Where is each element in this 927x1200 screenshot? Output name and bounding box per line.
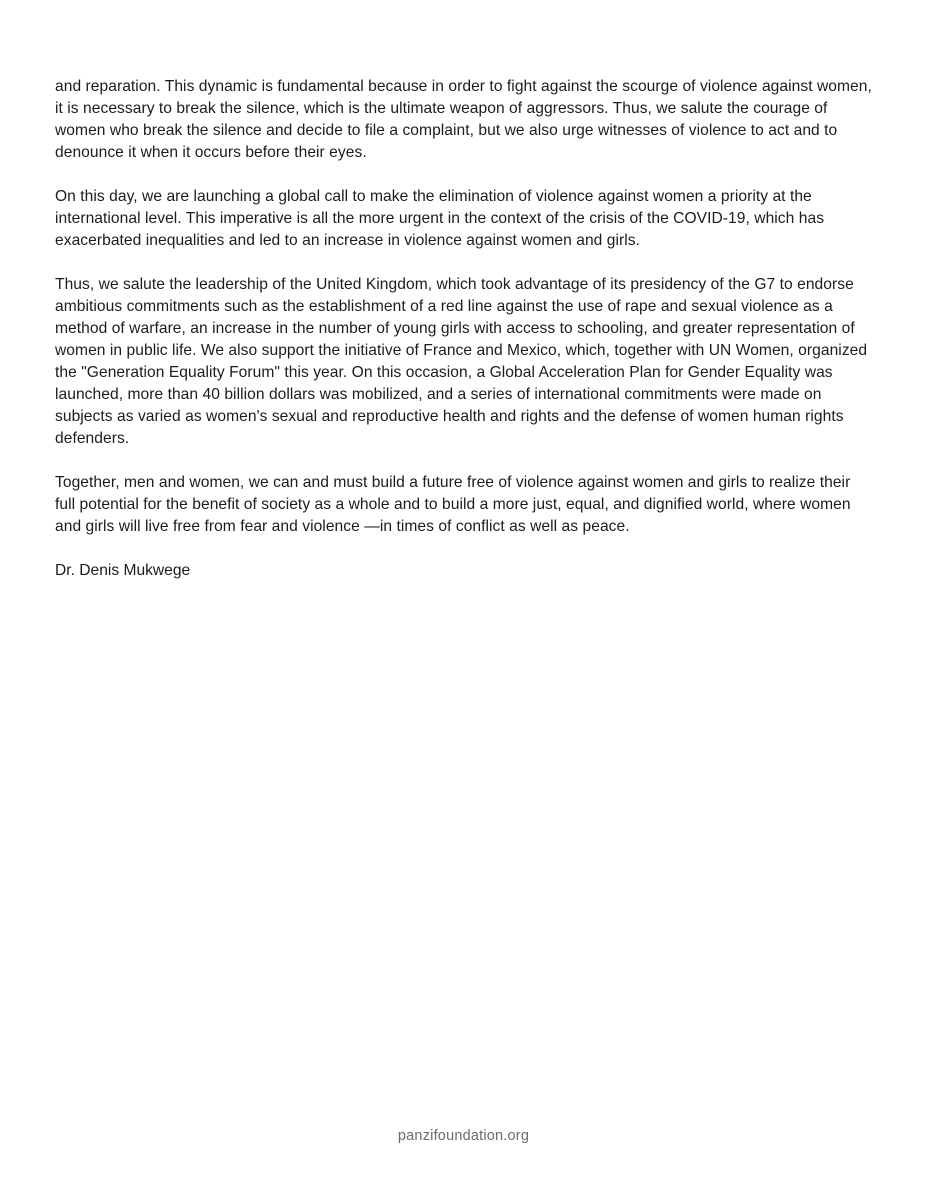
footer-url[interactable]: panzifoundation.org [397,1128,530,1144]
paragraph-reparation: and reparation. This dynamic is fundamental because in order to fight against the scourge of violence against women, it is necessary to break the silence, which is the ultimate weapon of aggressors. Thus, we salute the courage of women who break the silence and decide to file a complaint, but we also urge witnesses of violence to act and to denounce it when it occurs before their eyes. [55,78,872,161]
signature: Dr. Denis Mukwege [55,562,191,579]
paragraph-together: Together, men and women, we can and must build a future free of violence against women and girls to realize their full potential for the benefit of society as a whole and to build a more just, equal, and dignified world, where women and girls will live free from fear and violence —in times of conflict as well as peace. [55,474,851,535]
letter-body [55,76,873,582]
paragraph-g7-leadership: Thus, we salute the leadership of the United Kingdom, which took advantage of its presidency of the G7 to endorse ambitious commitments such as the establishment of a red line against the use of rape and sexual violence as a method of warfare, an increase in the number of young girls with access to schooling, and greater representation of women in public life. We also support the initiative of France and Mexico, which, together with UN Women, organized the "Generation Equality Forum" this year. On this occasion, a Global Acceleration Plan for Gender Equality was launched, more than 40 billion dollars was mobilized, and a series of international commitments were made on subjects as varied as women's sexual and reproductive health and rights and the defense of women human rights defenders. [55,276,868,447]
paragraph-global-call: On this day, we are launching a global call to make the elimination of violence against women a priority at the international level. This imperative is all the more urgent in the context of the crisis of the COVID-19, which has exacerbated inequalities and led to an increase in violence against women and girls. [55,188,825,249]
